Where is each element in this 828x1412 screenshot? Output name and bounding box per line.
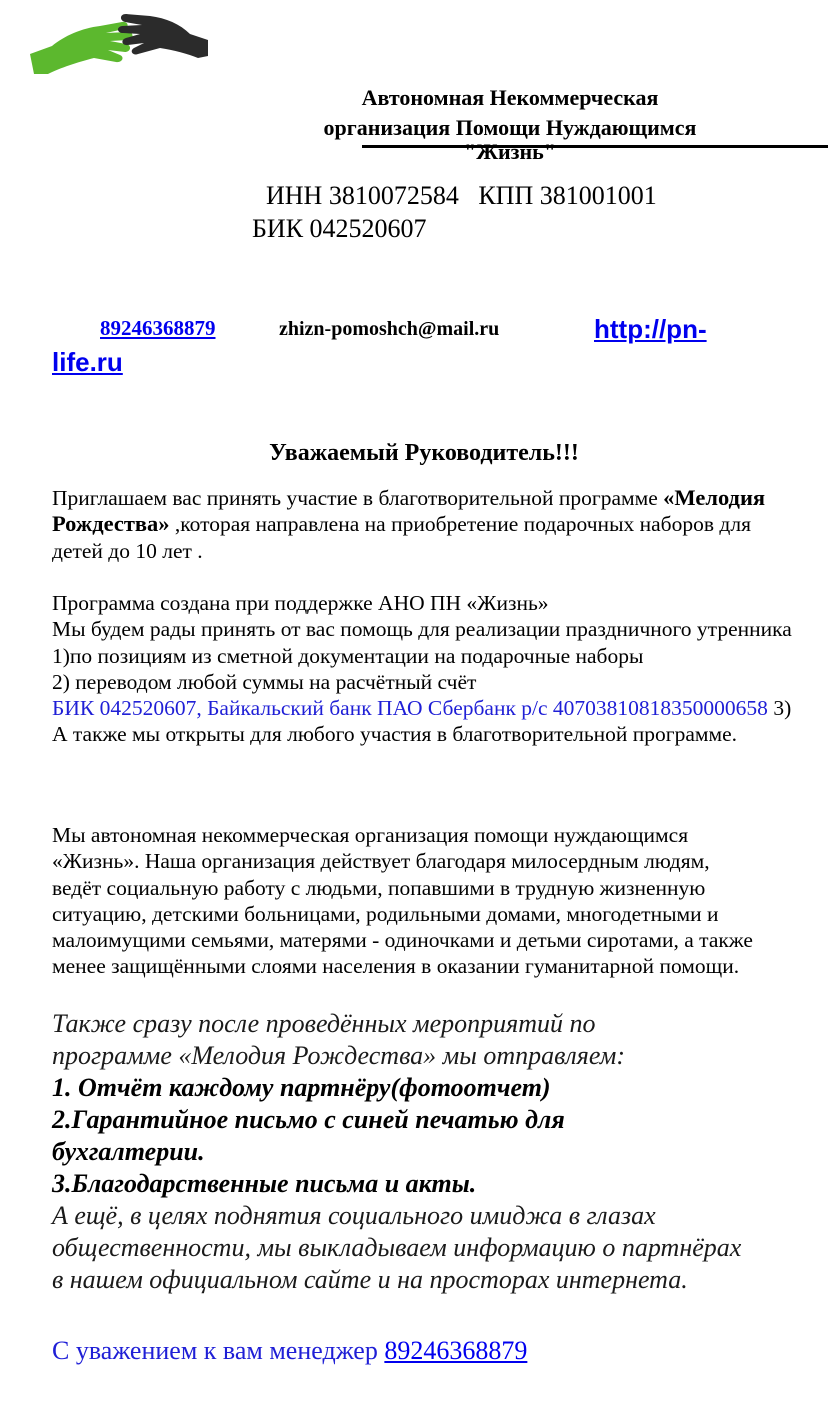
list-item-3: 3.Благодарственные письма и акты. <box>52 1169 477 1198</box>
bik: БИК 042520607 <box>252 214 427 243</box>
ways-item1: 1)по позициям из сметной документации на подарочные наборы <box>52 643 644 668</box>
closing-phone-link[interactable]: 89246368879 <box>384 1336 528 1365</box>
intro-text-after: ,которая направлена на приобретение подарочных наборов для детей до 10 лет . <box>52 512 751 563</box>
inn-kpp: ИНН 3810072584 КПП 381001001 <box>266 181 657 210</box>
ways-bank-item3 <box>52 695 792 748</box>
phone-link[interactable]: 89246368879 <box>100 316 216 340</box>
closing-text: С уважением к вам менеджер <box>52 1336 385 1365</box>
bank-details: БИК 042520607, Байкальский банк ПАО Сбербанк р/с 40703810818350000658 <box>52 696 768 721</box>
ways-item3: 3) А также мы открыты для любого участия в благотворительной программе. <box>52 696 792 747</box>
ways-line1: Программа создана при поддержке АНО ПН «Жизнь» <box>52 591 549 615</box>
site-link-continued[interactable]: life.ru <box>52 347 123 377</box>
intro-text-before: Приглашаем вас принять участие в благотворительной программе <box>52 486 664 510</box>
org-name-line2: организация Помощи Нуждающимся <box>323 115 697 140</box>
list-item-1: 1. Отчёт каждому партнёру(фотоотчет) <box>52 1073 551 1102</box>
hands-logo-icon <box>30 10 210 80</box>
closing <box>52 1336 527 1366</box>
after-intro: Также сразу после проведённых мероприятий по программе «Мелодия Рождества» мы отправляем: <box>52 1009 626 1070</box>
ways-item2: 2) переводом любой суммы на расчётный счёт <box>52 669 477 694</box>
org-name-line3: "Жизнь" <box>463 139 556 164</box>
ways-line2: Мы будем рады принять от вас помощь для реализации праздничного утренника <box>52 617 792 642</box>
greeting: Уважаемый Руководитель!!! <box>269 440 579 466</box>
site-link[interactable]: http://pn- <box>594 314 707 344</box>
intro-paragraph <box>52 485 792 564</box>
list-item-2: 2.Гарантийное письмо с синей печатью для бухгалтерии. <box>52 1105 565 1166</box>
hands-logo <box>30 10 210 85</box>
ways-paragraph <box>52 590 792 748</box>
header-rule <box>362 145 828 148</box>
email: zhizn-pomoshch@mail.ru <box>279 318 500 340</box>
image-paragraph: А ещё, в целях поднятия социального имиджа в глазах общественности, мы выкладываем информацию о партнёрах в нашем официальном сайте и на просторах интернета. <box>52 1201 742 1294</box>
about-paragraph: Мы автономная некоммерческая организация помощи нуждающимся «Жизнь». Наша организация действует благодаря милосердным людям, ведёт социальную работу с людьми, попавшими в трудную жизненную ситуацию, детскими больницами, родильными домами, многодетными и малоимущими семьями, матерями - одиночками и детьми сиротами, а также менее защищёнными слоями населения в оказании гуманитарной помощи. <box>52 823 753 979</box>
program-name: «Мелодия Рождества» <box>52 485 766 537</box>
org-name-line1: Автономная Некоммерческая <box>361 85 659 110</box>
